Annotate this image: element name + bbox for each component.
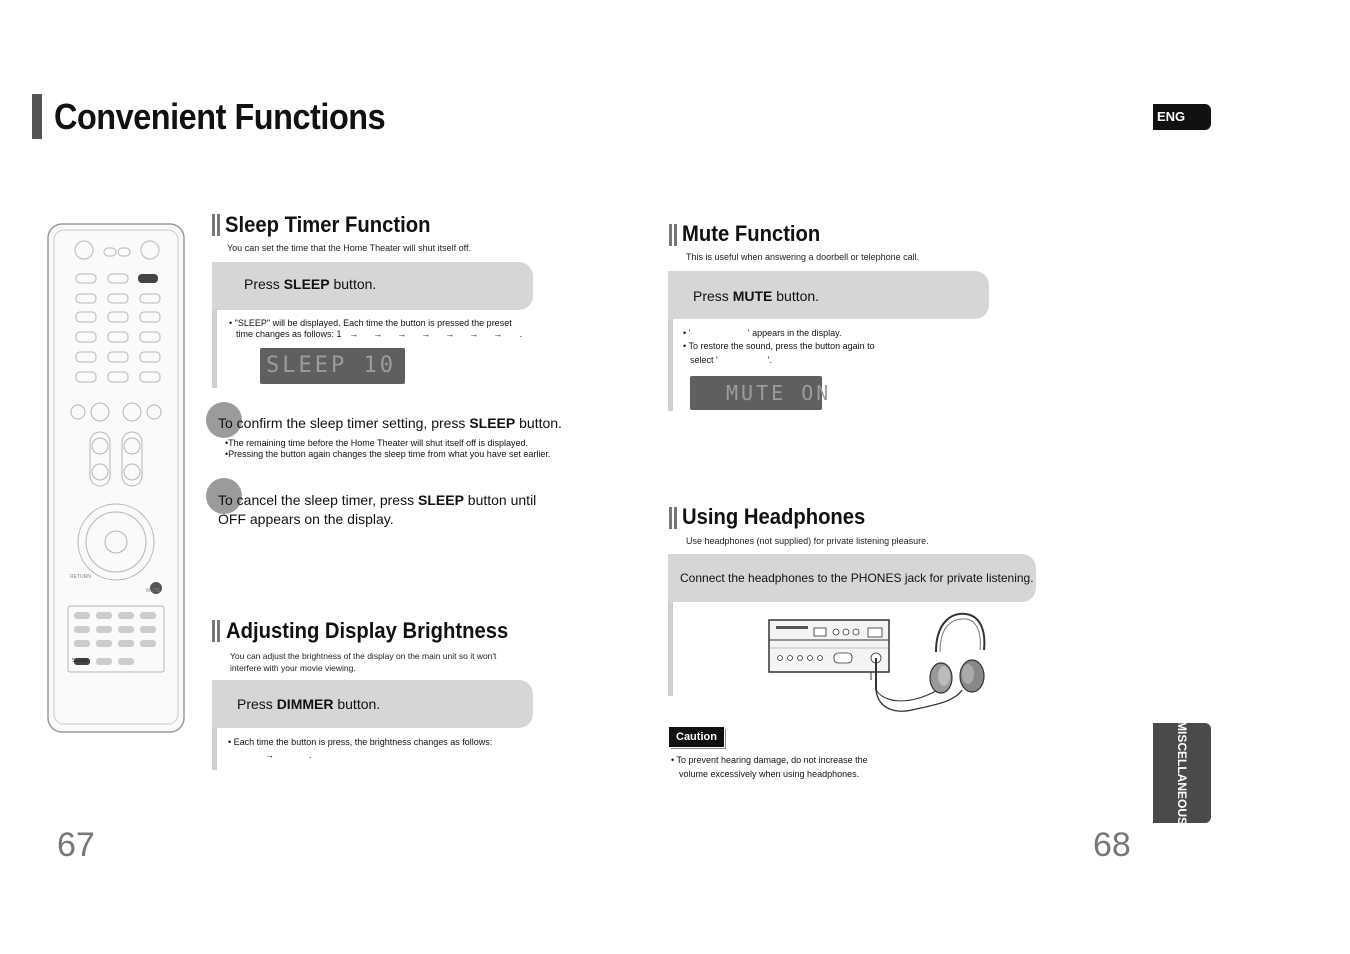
sleep-step-2-note-2-text: Pressing the button again changes the sleep time from what you have set earlier. bbox=[228, 449, 551, 459]
sleep-note-2: time changes as follows: 1 → → → → → → → . bbox=[236, 329, 523, 339]
mute-heading-accent-2 bbox=[674, 224, 677, 246]
sleep-step-3 bbox=[218, 491, 536, 529]
sleep-step-2-note-2: •Pressing the button again changes the sleep time from what you have set earlier. bbox=[225, 449, 551, 459]
dimmer-note-arrow: → . bbox=[265, 750, 312, 760]
caution-note-1: • To prevent hearing damage, do not increase the bbox=[671, 755, 868, 765]
page-title: Convenient Functions bbox=[54, 96, 386, 137]
sleep-step-2-note-1: •The remaining time before the Home Theater will shut itself off is displayed. bbox=[225, 438, 528, 448]
dimmer-press-post: button. bbox=[333, 696, 381, 712]
sleep-press-post: button. bbox=[329, 276, 377, 292]
remote-mute-key-label: MUTE bbox=[146, 588, 161, 594]
sleep-step-2-post: button. bbox=[515, 415, 562, 431]
dimmer-heading: Adjusting Display Brightness bbox=[226, 618, 509, 643]
dimmer-press-text bbox=[237, 696, 380, 712]
mute-display-text: MUTE ON bbox=[726, 381, 832, 405]
sleep-step-2-pre: To confirm the sleep timer setting, press bbox=[218, 415, 470, 431]
mute-heading: Mute Function bbox=[682, 221, 821, 246]
sleep-step-3-pre: To cancel the sleep timer, press bbox=[218, 492, 418, 508]
dimmer-press-pre: Press bbox=[237, 696, 277, 712]
mute-note-2: • To restore the sound, press the button again to bbox=[683, 341, 875, 351]
sleep-step-3-key: SLEEP bbox=[418, 492, 464, 508]
language-tab: ENG bbox=[1153, 104, 1211, 130]
svg-text:RETURN: RETURN bbox=[70, 574, 91, 580]
headphones-intro: Use headphones (not supplied) for private listening pleasure. bbox=[686, 536, 929, 546]
page-number-left: 67 bbox=[57, 826, 95, 864]
sleep-step-2-key: SLEEP bbox=[469, 415, 516, 431]
dimmer-note-text: Each time the button is press, the brightness changes as follows: bbox=[233, 737, 493, 747]
page-number-right: 68 bbox=[1093, 826, 1131, 864]
dimmer-heading-accent-2 bbox=[217, 620, 220, 642]
sleep-display-text: SLEEP 10 bbox=[266, 353, 396, 378]
sleep-note-1: • "SLEEP" will be displayed. Each time the button is pressed the preset bbox=[229, 318, 512, 328]
mute-press-key: MUTE bbox=[732, 288, 773, 304]
sleep-press-pre: Press bbox=[244, 276, 284, 292]
title-accent-bar bbox=[32, 94, 42, 139]
mute-note-3-text: select ' bbox=[690, 355, 718, 365]
mute-note-2-text: To restore the sound, press the button again to bbox=[688, 341, 875, 351]
sleep-note-2-text: time changes as follows: 1 bbox=[236, 329, 342, 339]
sleep-display-readout bbox=[260, 348, 405, 384]
mute-intro: This is useful when answering a doorbell or telephone call. bbox=[686, 252, 920, 262]
headphones-heading-accent bbox=[669, 507, 672, 529]
section-tab-miscellaneous bbox=[1153, 720, 1211, 826]
dimmer-note: • Each time the button is press, the brightness changes as follows: bbox=[228, 737, 493, 747]
mute-display-readout bbox=[690, 376, 832, 410]
sleep-step-3-line2: OFF appears on the display. bbox=[218, 511, 394, 527]
mute-note-3: select ' '. bbox=[690, 355, 772, 365]
sleep-heading-accent bbox=[212, 214, 215, 236]
svg-text:SLEEP: SLEEP bbox=[72, 658, 89, 664]
dimmer-intro: You can adjust the brightness of the display on the main unit so it won't interfere with your movie viewing. bbox=[230, 651, 497, 673]
sleep-step-2 bbox=[218, 414, 562, 433]
dimmer-heading-accent bbox=[212, 620, 215, 642]
caution-label: Caution bbox=[669, 727, 724, 747]
sleep-press-key: SLEEP bbox=[283, 276, 330, 292]
mute-note-1: • ' ' appears in the display. bbox=[683, 328, 842, 338]
mute-press-post: button. bbox=[772, 288, 820, 304]
sleep-press-text bbox=[244, 276, 376, 292]
sleep-heading-accent-2 bbox=[217, 214, 220, 236]
sleep-intro: You can set the time that the Home Theater will shut itself off. bbox=[227, 243, 471, 253]
sleep-note-1-text: "SLEEP" will be displayed. Each time the button is pressed the preset bbox=[234, 318, 512, 328]
headphones-instruction: Connect the headphones to the PHONES jack for private listening. bbox=[680, 571, 1034, 585]
sleep-heading: Sleep Timer Function bbox=[225, 212, 431, 237]
section-tab-label: MISCELLANEOUS bbox=[1175, 720, 1189, 826]
caution-note-1-text: To prevent hearing damage, do not increase the bbox=[676, 755, 868, 765]
mute-press-text bbox=[693, 288, 819, 304]
headphones-heading: Using Headphones bbox=[682, 504, 866, 529]
headphones-illustration bbox=[766, 610, 992, 720]
mute-heading-accent bbox=[669, 224, 672, 246]
remote-control-illustration bbox=[46, 222, 188, 736]
sleep-step-2-note-1-text: The remaining time before the Home Theater will shut itself off is displayed. bbox=[228, 438, 528, 448]
headphones-heading-accent-2 bbox=[674, 507, 677, 529]
mute-note-1-text: ' appears in the display. bbox=[747, 328, 842, 338]
dimmer-press-key: DIMMER bbox=[276, 696, 334, 712]
mute-press-pre: Press bbox=[693, 288, 733, 304]
caution-note-2: volume excessively when using headphones. bbox=[679, 769, 860, 779]
sleep-step-3-post: button until bbox=[463, 492, 537, 508]
